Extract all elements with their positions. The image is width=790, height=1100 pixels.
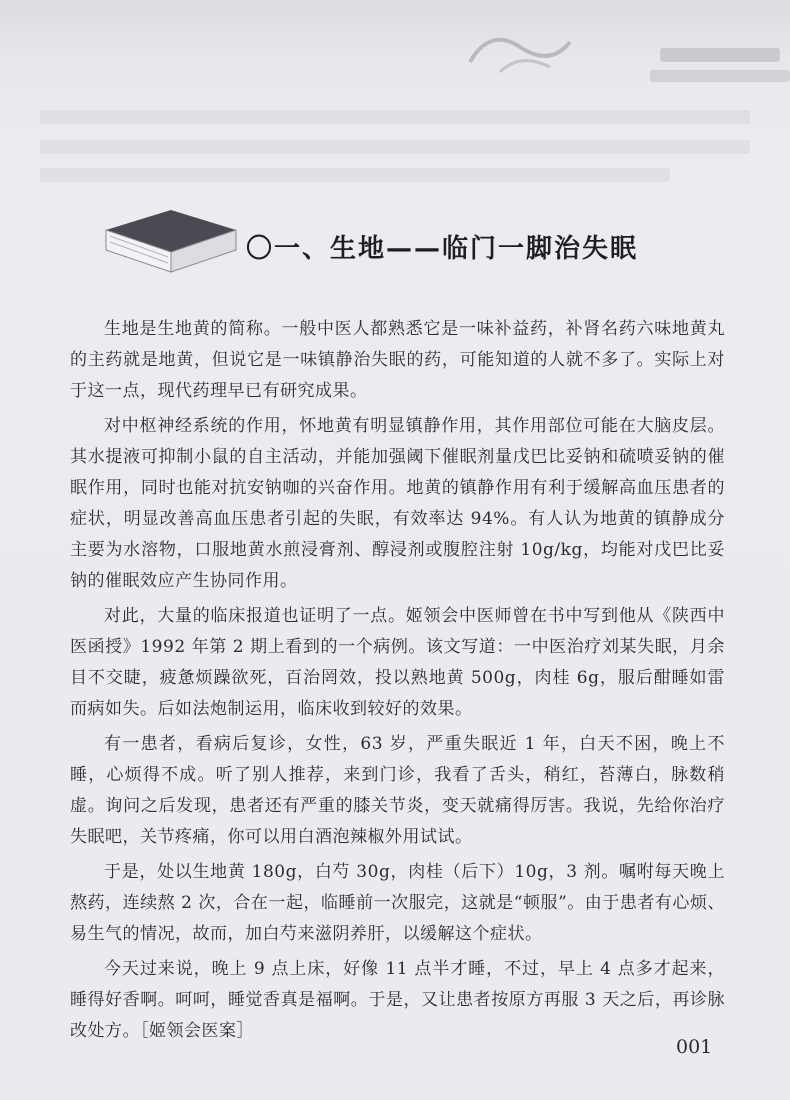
bleed-through-line (40, 140, 750, 154)
page-number: 001 (676, 1036, 713, 1058)
paragraph: 于是，处以生地黄 180g，白芍 30g，肉桂（后下）10g，3 剂。嘱咐每天晚上熬药，连续熬 2 次，合在一起，临睡前一次服完，这就是“顿服”。由于患者有心烦、易生气的情况，故而，加白芍来滋阴养肝，以缓解这个症状。 (70, 862, 725, 944)
section-heading (96, 200, 716, 290)
paragraph: 对此，大量的临床报道也证明了一点。姬领会中医师曾在书中写到他从《陕西中医函授》1992 年第 2 期上看到的一个病例。该文写道：一中医治疗刘某失眠，月余目不交睫，疲惫烦躁欲死，百治罔效，投以熟地黄 500g，肉桂 6g，服后酣睡如雷而病如失。后如法炮制运用，临床收到较好的效果。 (70, 606, 725, 719)
paragraph: 对中枢神经系统的作用，怀地黄有明显镇静作用，其作用部位可能在大脑皮层。其水提液可抑制小鼠的自主活动，并能加强阈下催眠剂量戊巴比妥钠和硫喷妥钠的催眠作用，同时也能对抗安钠咖的兴奋作用。地黄的镇静作用有利于缓解高血压患者的症状，明显改善高血压患者引起的失眠，有效率达 94%。有人认为地黄的镇静成分主要为水溶物，口服地黄水煎浸膏剂、醇浸剂或腹腔注射 10g/kg，均能对戊巴比妥钠的催眠效应产生协同作用。 (70, 416, 725, 591)
paragraph: 有一患者，看病后复诊，女性，63 岁，严重失眠近 1 年，白天不困，晚上不睡，心烦得不成。听了别人推荐，来到门诊，我看了舌头，稍红，苔薄白，脉数稍虚。询问之后发现，患者还有严重的膝关节炎，变天就痛得厉害。我说，先给你治疗失眠吧，关节疼痛，你可以用白酒泡辣椒外用试试。 (70, 734, 725, 847)
paragraph: 生地是生地黄的简称。一般中医人都熟悉它是一味补益药，补肾名药六味地黄丸的主药就是地黄，但说它是一味镇静治失眠的药，可能知道的人就不多了。实际上对于这一点，现代药理早已有研究成果。 (70, 319, 725, 401)
body-text (70, 314, 725, 1051)
bleed-through-header-line (660, 48, 780, 62)
bleed-through-line (40, 110, 750, 124)
swirl-ornament-icon (460, 22, 580, 82)
book-icon (96, 200, 246, 280)
bleed-through-line (40, 168, 670, 182)
paragraph: 今天过来说，晚上 9 点上床，好像 11 点半才睡，不过，早上 4 点多才起来，睡得好香啊。呵呵，睡觉香真是福啊。于是，又让患者按原方再服 3 天之后，再诊脉改处方。［姬领会医案］ (70, 959, 725, 1041)
page-title: 〇一、生地——临门一脚治失眠 (246, 234, 639, 264)
page-header-decoration (400, 18, 790, 88)
bleed-through-header-line (650, 70, 790, 82)
